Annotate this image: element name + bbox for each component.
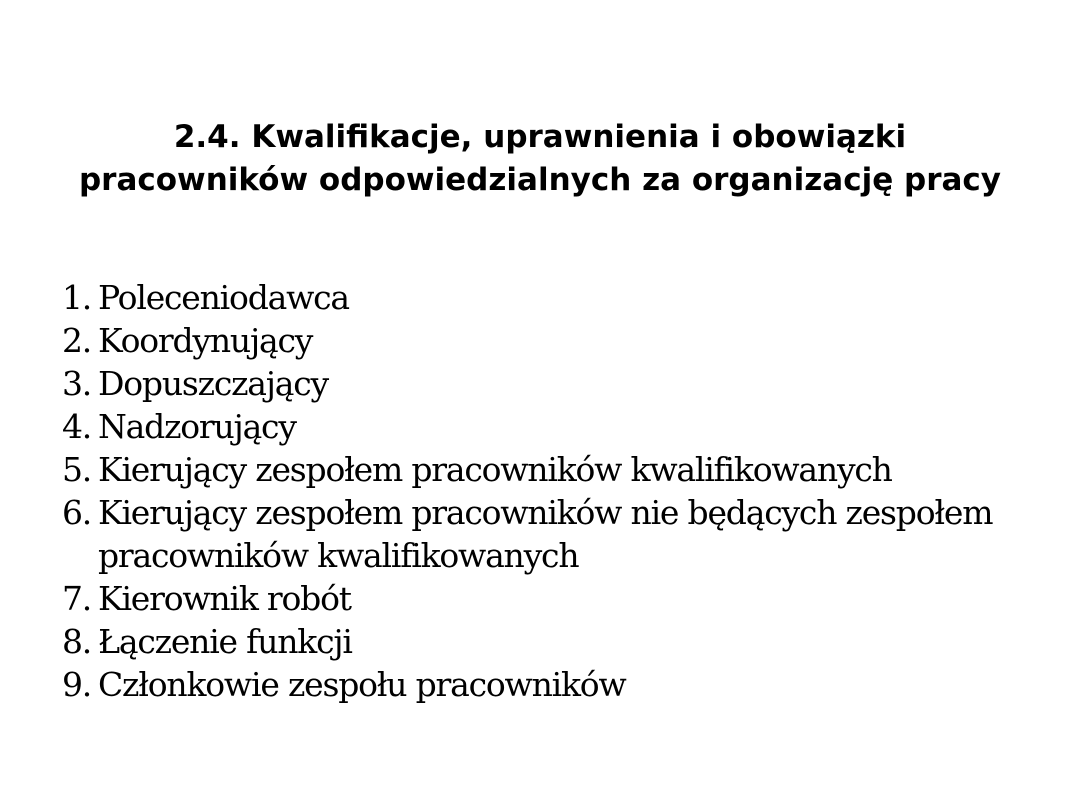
list-item-text: Dopuszczający — [98, 364, 328, 403]
list-item-text: Nadzorujący — [98, 407, 296, 446]
numbered-list — [62, 276, 1022, 706]
list-item-number: 9. — [62, 665, 92, 704]
list-item — [62, 577, 1022, 620]
list-item-text: Kierujący zespołem pracowników kwalifikowanych — [98, 450, 892, 489]
list-item-text: Kierownik robót — [98, 579, 351, 618]
list-item-text: Członkowie zespołu pracowników — [98, 665, 626, 704]
list-item — [62, 448, 1022, 491]
list-item-text: Poleceniodawca — [98, 278, 349, 317]
list-item-number: 7. — [62, 579, 92, 618]
list-item-number: 8. — [62, 622, 92, 661]
list-item-number: 1. — [62, 278, 92, 317]
list-item — [62, 663, 1022, 706]
list-item-number: 3. — [62, 364, 92, 403]
list-item — [62, 405, 1022, 448]
list-item — [62, 276, 1022, 319]
list-item-number: 4. — [62, 407, 92, 446]
list-item-text: Koordynujący — [98, 321, 313, 360]
list-item — [62, 319, 1022, 362]
slide-title: 2.4. Kwalifikacje, uprawnienia i obowiązki pracowników odpowiedzialnych za organizację pracy — [78, 119, 1001, 198]
list-item — [62, 362, 1022, 405]
list-item-text: Kierujący zespołem pracowników nie będących zespołem pracowników kwalifikowanych — [98, 493, 993, 575]
list-item-number: 6. — [62, 493, 92, 532]
list-item — [62, 620, 1022, 663]
list-item-number: 2. — [62, 321, 92, 360]
list-item — [62, 491, 1022, 577]
list-item-text: Łączenie funkcji — [98, 622, 352, 661]
list-item-number: 5. — [62, 450, 92, 489]
